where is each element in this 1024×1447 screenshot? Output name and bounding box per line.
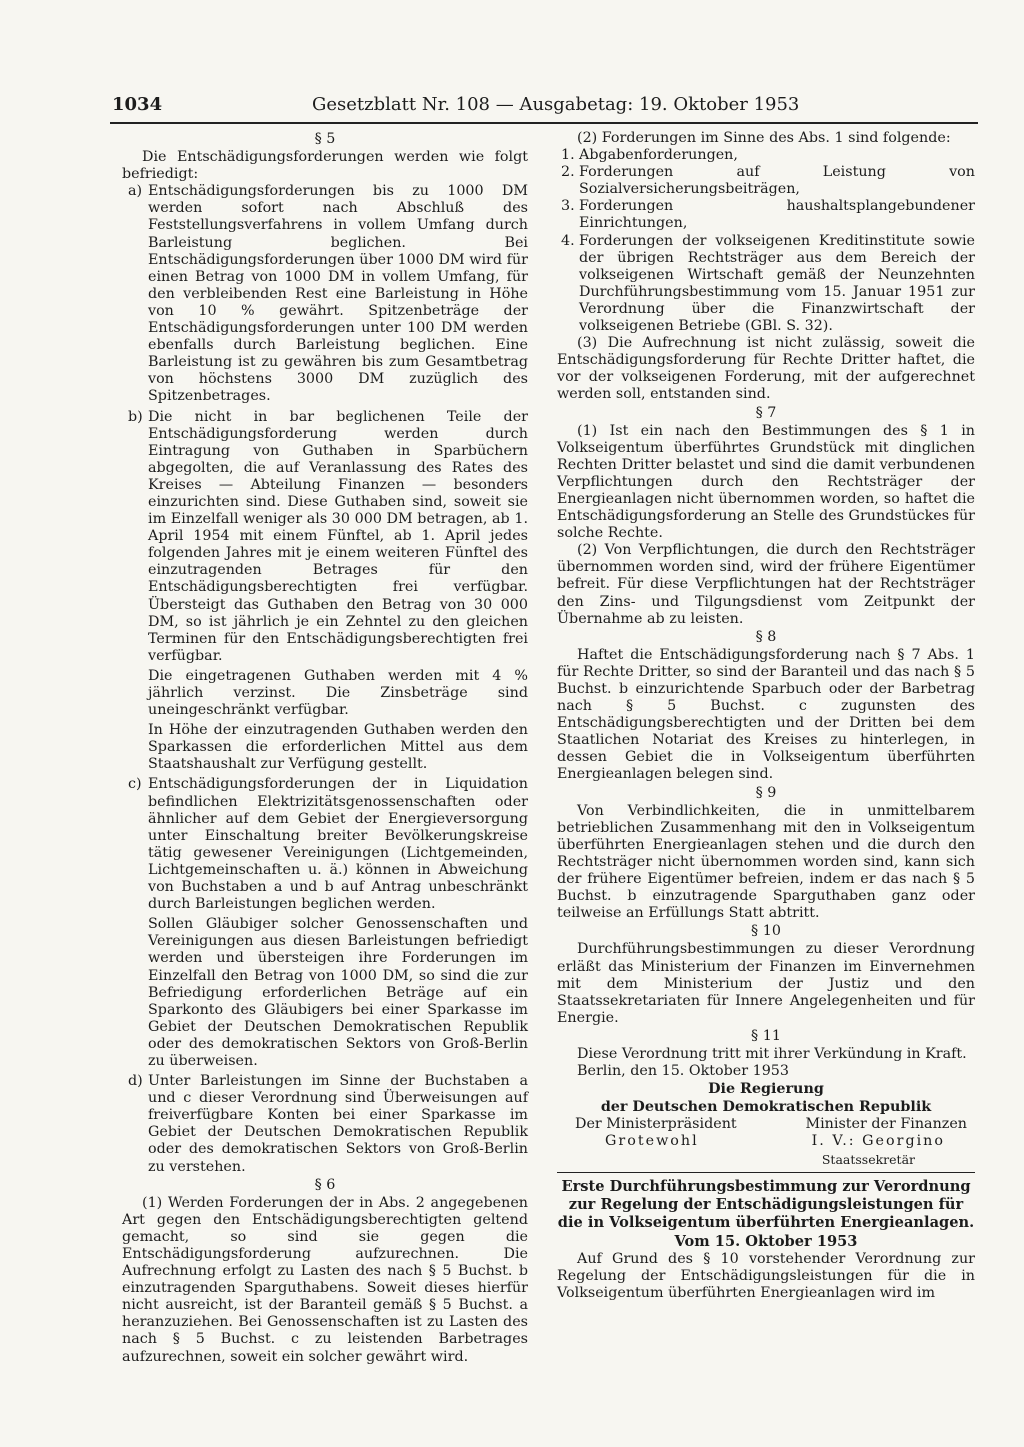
section-11-heading: § 11 bbox=[751, 1027, 781, 1044]
item-b-label: b) bbox=[128, 408, 143, 425]
signature-left-role: Der Ministerpräsident bbox=[575, 1116, 737, 1133]
item-d bbox=[122, 1073, 528, 1176]
list-item: 4. Forderungen der volkseigenen Kreditinstitute sowie der übrigen Rechtsträger aus dem Bereich der volkseigenen Wirtschaft gemäß der Neunzehnten Durchführungsbestimmung vom 15. Januar 1951 zur Verordnung über die Finanzwirtschaft der volkseigenen Betriebe (GBl. S. 32). bbox=[561, 232, 975, 335]
section-8-heading: § 8 bbox=[755, 628, 777, 645]
page-number: 1034 bbox=[112, 94, 163, 115]
section-6-heading: § 6 bbox=[314, 1176, 336, 1193]
list-item: 3. Forderungen haushaltsplangebundener Einrichtungen, bbox=[561, 198, 975, 232]
right-column bbox=[557, 130, 975, 1302]
section-7-paragraph-2: (2) Von Verpflichtungen, die durch den Rechtsträger übernommen worden sind, wird der frühere Eigentümer befreit. Für diese Verpflichtungen hat der Rechtsträger den Zins- und Tilgungsdienst vom Zeitpunkt der Übernahme ab zu leisten. bbox=[557, 542, 975, 627]
item-a-text: Entschädigungsforderungen bis zu 1000 DM werden sofort nach Abschluß des Feststellungsverfahrens in vollem Umfang durch Barleistung beglichen. Bei Entschädigungsforderungen über 1000 DM wird für einen Betrag von 1000 DM in vollem Umfang, für den verbleibenden Rest eine Barleistung in Höhe von 10 % gewährt. Spitzenbeträge der Entschädigungsforderungen unter 100 DM werden ebenfalls durch Barleistung beglichen. Eine Barleistung ist zu gewähren bis zum Gesamtbetrag von höchstens 3000 DM zuzüglich des Spitzenbetrages. bbox=[148, 183, 528, 405]
section-7-heading: § 7 bbox=[755, 404, 777, 421]
new-regulation-text: Auf Grund des § 10 vorstehender Verordnung zur Regelung der Entschädigungsleistungen für die in Volkseigentum überführten Energieanlagen wird im bbox=[557, 1250, 975, 1301]
item-c-sub-1: Sollen Gläubiger solcher Genossenschaften und Vereinigungen aus diesen Barleistungen befriedigt werden und übersteigen ihre Forderungen im Einzelfall den Betrag von 1000 DM, so sind die zur Befriedigung erforderlichen Beträge auf ein Sparkonto des Gläubigers bei einer Sparkasse im Gebiet der Deutschen Demokratischen Republik oder des demokratischen Sektors von Groß-Berlin zu überweisen. bbox=[148, 916, 528, 1069]
section-11-text: Diese Verordnung tritt mit ihrer Verkündung in Kraft. bbox=[577, 1045, 967, 1062]
item-a bbox=[122, 183, 528, 405]
section-6-paragraph-2-intro: (2) Forderungen im Sinne des Abs. 1 sind folgende: bbox=[577, 130, 951, 146]
new-regulation-date: Vom 15. Oktober 1953 bbox=[674, 1232, 858, 1250]
item-c bbox=[122, 776, 528, 913]
list-item: 1. Abgabenforderungen, bbox=[561, 147, 738, 164]
gazette-title: Gesetzblatt Nr. 108 — Ausgabetag: 19. Oktober 1953 bbox=[312, 94, 800, 115]
page-header bbox=[102, 92, 982, 118]
signature-right-name: I. V.: Georgino bbox=[811, 1133, 945, 1150]
section-8-text: Haftet die Entschädigungsforderung nach § 7 Abs. 1 für Rechte Dritter, so sind der Baranteil und das nach § 5 Buchst. b einzurichtende Sparbuch oder der Barbetrag nach § 5 Buchst. c zugunsten des Entschädigungsberechtigten und der Dritten bei dem Staatlichen Notariat des Kreises zu hinterlegen, in dessen Gebiet die in Volkseigentum überführten Energieanlagen belegen sind. bbox=[557, 646, 975, 783]
signature-right-role: Minister der Finanzen bbox=[805, 1116, 967, 1133]
section-6-paragraph-3: (3) Die Aufrechnung ist nicht zulässig, soweit die Entschädigungsforderung für Rechte Dritter haftet, die vor der volkseigenen Forderung, mit der aufgerechnet werden soll, entstanden sind. bbox=[557, 335, 975, 403]
header-rule bbox=[110, 122, 978, 124]
list-item: 2. Forderungen auf Leistung von Sozialversicherungsbeiträgen, bbox=[561, 164, 975, 198]
signature-left-name: Grotewohl bbox=[605, 1133, 699, 1150]
signature-right-title: Staatssekretär bbox=[821, 1151, 915, 1167]
signature-government: Die Regierung bbox=[708, 1081, 824, 1098]
item-c-text: Entschädigungsforderungen der in Liquidation befindlichen Elektrizitätsgenossenschaften oder ähnlicher auf dem Gebiet der Energieversorgung unter Einschaltung breiter Bevölkerungskreise tätig gewesener Vereinigungen (Lichtgemeinden, Lichtgemeinschaften u. ä.) können in Abweichung von Buchstaben a und b auf Antrag unbeschränkt durch Barleistungen beglichen werden. bbox=[148, 776, 528, 913]
left-column bbox=[122, 130, 528, 1366]
new-regulation-title: Erste Durchführungsbestimmung zur Verordnung zur Regelung der Entschädigungsleistungen für die in Volkseigentum überführten Energieanlagen. bbox=[557, 1177, 975, 1231]
place-date: Berlin, den 15. Oktober 1953 bbox=[577, 1063, 790, 1080]
section-5-heading: § 5 bbox=[314, 131, 336, 147]
section-6-paragraph-1: (1) Werden Forderungen der in Abs. 2 angegebenen Art gegen den Entschädigungsberechtigten geltend gemacht, so sind sie gegen die Entschädigungsforderung aufzurechnen. Die Aufrechnung erfolgt zu Lasten des nach § 5 Buchst. b einzutragenden Sparguthabens. Soweit dieses hierfür nicht ausreicht, ist der Baranteil gemäß § 5 Buchst. a heranzuziehen. Bei Genossenschaften ist zu Lasten des nach § 5 Buchst. c zu leistenden Barbetrages aufzurechnen, soweit ein solcher gewährt wird. bbox=[122, 1194, 528, 1365]
signature-roles bbox=[557, 1116, 975, 1133]
signature-government-ddr: der Deutschen Demokratischen Republik bbox=[600, 1099, 932, 1116]
signature-names bbox=[557, 1133, 975, 1150]
section-10-heading: § 10 bbox=[751, 923, 781, 940]
item-b-sub-1: Die eingetragenen Guthaben werden mit 4 % jährlich verzinst. Die Zinsbeträge sind uneingeschränkt verfügbar. bbox=[148, 667, 528, 719]
section-9-heading: § 9 bbox=[755, 784, 777, 801]
item-b-text: Die nicht in bar beglichenen Teile der Entschädigungsforderung werden durch Eintragung von Guthaben in Sparbüchern abgegolten, die auf Veranlassung des Rates des Kreises — Abteilung Finanzen — besonders einzurichten sind. Diese Guthaben sind, soweit sie im Einzelfall weniger als 30 000 DM betragen, ab 1. April 1954 mit einem Fünftel, ab 1. April jedes folgenden Jahres mit je einem weiteren Fünftel des einzutragenden Betrages für den Entschädigungsberechtigten frei verfügbar. Übersteigt das Guthaben den Betrag von 30 000 DM, so ist jährlich je ein Zehntel zu den gleichen Terminen für den Entschädigungsberechtigten frei verfügbar. bbox=[148, 408, 528, 664]
item-b-sub-2: In Höhe der einzutragenden Guthaben werden den Sparkassen die erforderlichen Mittel aus dem Staatshaushalt zur Verfügung gestellt. bbox=[148, 722, 528, 773]
section-5-intro: Die Entschädigungsforderungen werden wie folgt befriedigt: bbox=[122, 149, 528, 183]
item-c-label: c) bbox=[128, 776, 142, 793]
section-10-text: Durchführungsbestimmungen zu dieser Verordnung erläßt das Ministerium der Finanzen im Einvernehmen mit dem Ministerium der Justiz und den Staatssekretariaten für Innere Angelegenheiten und für Energie. bbox=[557, 941, 975, 1026]
section-divider bbox=[557, 1172, 975, 1173]
section-7-paragraph-1: (1) Ist ein nach den Bestimmungen des § 1 in Volkseigentum überführtes Grundstück mit dinglichen Rechten Dritter belastet und sind die damit verbundenen Verpflichtungen durch den Rechtsträger der Energieanlagen nicht übernommen worden, so haftet die Entschädigungsforderung an Stelle des Grundstückes für solche Rechte. bbox=[557, 422, 975, 542]
item-a-label: a) bbox=[128, 183, 143, 200]
item-b bbox=[122, 409, 528, 665]
section-9-text: Von Verbindlichkeiten, die in unmittelbarem betrieblichen Zusammenhang mit den in Volkseigentum überführten Energieanlagen stehen und die durch den Rechtsträger nicht übernommen worden sind, kann sich der frühere Eigentümer befreien, indem er das nach § 5 Buchst. b einzutragende Sparguthaben ganz oder teilweise an Erfüllungs Statt abtritt. bbox=[557, 802, 975, 922]
item-d-label: d) bbox=[128, 1073, 143, 1090]
item-d-text: Unter Barleistungen im Sinne der Buchstaben a und c dieser Verordnung sind Überweisungen auf freiverfügbare Konten bei einer Sparkasse im Gebiet der Deutschen Demokratischen Republik oder des demokratischen Sektors von Groß-Berlin zu verstehen. bbox=[148, 1073, 528, 1175]
